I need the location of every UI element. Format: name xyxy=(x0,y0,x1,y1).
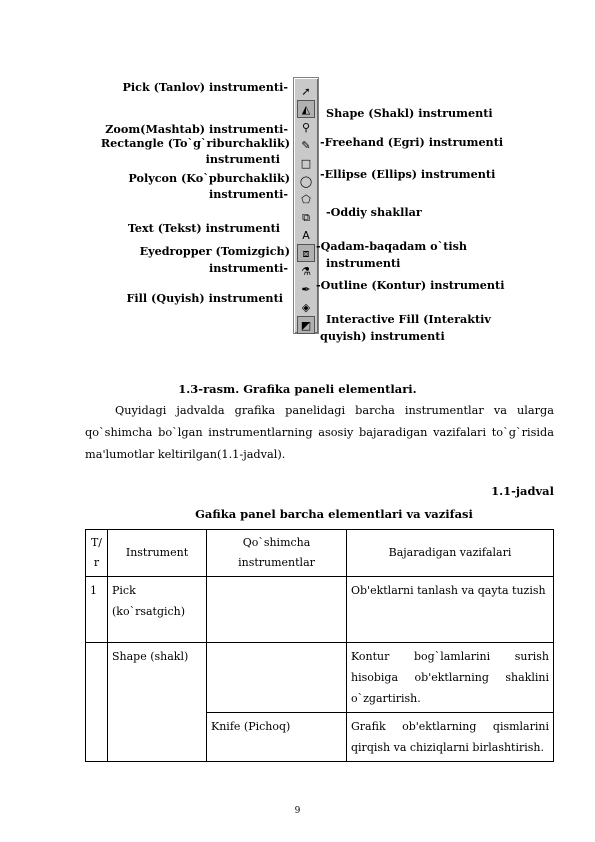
page-number: 9 xyxy=(294,806,301,816)
label-blend: -Qadam-baqadam o`tish xyxy=(316,239,468,253)
cell-task: Ob'ektlarni tanlash va qayta tuzish xyxy=(347,577,554,643)
cell-extra xyxy=(207,643,347,713)
label-rectangle-2: instrumenti xyxy=(205,152,280,166)
table-header-row xyxy=(86,530,554,577)
label-pick: Pick (Tanlov) instrumenti- xyxy=(122,80,288,94)
cell-task: Grafik ob'ektlarning qismlarini qirqish va chiziqlarni birlashtirish. xyxy=(347,713,554,762)
label-outline: -Outline (Kontur) instrumenti xyxy=(316,278,505,292)
table-number: 1.1-jadval xyxy=(491,484,554,498)
label-interactive-fill: Interactive Fill (Interaktiv xyxy=(326,312,491,326)
freehand-pen-icon[interactable]: ✎ xyxy=(301,138,311,152)
label-polygon: Polycon (Ko`pburchaklik) xyxy=(128,171,290,185)
label-ellipse: -Ellipse (Ellips) instrumenti xyxy=(320,167,496,181)
interactive-fill-icon[interactable]: ◩ xyxy=(297,316,315,334)
cell-instrument: Shape (shakl) xyxy=(108,643,207,762)
label-eyedropper-2: instrumenti- xyxy=(208,261,288,275)
label-basic-shapes: -Oddiy shakllar xyxy=(326,205,422,219)
label-blend-2: instrumenti xyxy=(326,256,401,270)
label-fill: Fill (Quyish) instrumenti xyxy=(126,291,283,305)
interactive-blend-icon[interactable]: ⧈ xyxy=(297,244,315,262)
table-row xyxy=(86,577,554,643)
instruments-table xyxy=(85,529,554,762)
cell-extra: Knife (Pichoq) xyxy=(207,713,347,762)
table-row xyxy=(86,643,554,713)
pointer-icon[interactable]: ➚ xyxy=(301,84,311,98)
cell-task: Kontur bog`lamlarini surish hisobiga ob'ektlarning shaklini o`zgartirish. xyxy=(347,643,554,713)
outline-pen-icon[interactable]: ✒ xyxy=(301,282,311,296)
label-shape: Shape (Shakl) instrumenti xyxy=(326,106,493,120)
cell-number: 1 xyxy=(86,577,108,643)
header-instrument: Instrument xyxy=(108,530,207,577)
zoom-icon[interactable]: ⚲ xyxy=(301,120,311,134)
label-eyedropper: Eyedropper (Tomizgich) xyxy=(139,244,290,258)
label-rectangle: Rectangle (To`g`riburchaklik) xyxy=(100,136,290,150)
label-zoom: Zoom(Mashtab) instrumenti- xyxy=(105,122,288,136)
label-text: Text (Tekst) instrumenti xyxy=(127,221,280,235)
graphics-toolbar xyxy=(293,77,319,334)
text-icon[interactable]: A xyxy=(302,228,310,242)
basic-shapes-icon[interactable]: ⧉ xyxy=(302,210,310,224)
rectangle-icon[interactable]: □ xyxy=(300,156,312,170)
header-extra: Qo`shimcha instrumentlar xyxy=(207,530,347,577)
polygon-icon[interactable]: ⬠ xyxy=(301,192,311,206)
fill-bucket-icon[interactable]: ◈ xyxy=(301,300,311,314)
cell-instrument: Pick (ko`rsatgich) xyxy=(108,577,207,643)
label-polygon-2: instrumenti- xyxy=(208,187,288,201)
shape-node-icon[interactable]: ◭ xyxy=(297,100,315,118)
body-paragraph: Quyidagi jadvalda grafika panelidagi barcha instrumentlar va ularga qo`shimcha bo`lgan instrumentlarning asosiy bajaradigan vazifalari to`g`risida ma'lumotlar keltirilgan(1.1-jadval). xyxy=(85,404,554,461)
cell-extra xyxy=(207,577,347,643)
ellipse-icon[interactable]: ◯ xyxy=(299,174,313,188)
toolbox-figure xyxy=(80,72,520,350)
eyedropper-icon[interactable]: ⚗ xyxy=(301,264,311,278)
header-task: Bajaradigan vazifalari xyxy=(347,530,554,577)
cell-number xyxy=(86,643,108,762)
header-number: T/ r xyxy=(86,530,108,577)
table-title: Gafika panel barcha elementlari va vazifasi xyxy=(195,507,473,521)
label-freehand: -Freehand (Egri) instrumenti xyxy=(320,135,504,149)
label-interactive-fill-2: quyish) instrumenti xyxy=(320,329,445,343)
figure-caption: 1.3-rasm. Grafika paneli elementlari. xyxy=(178,382,417,396)
